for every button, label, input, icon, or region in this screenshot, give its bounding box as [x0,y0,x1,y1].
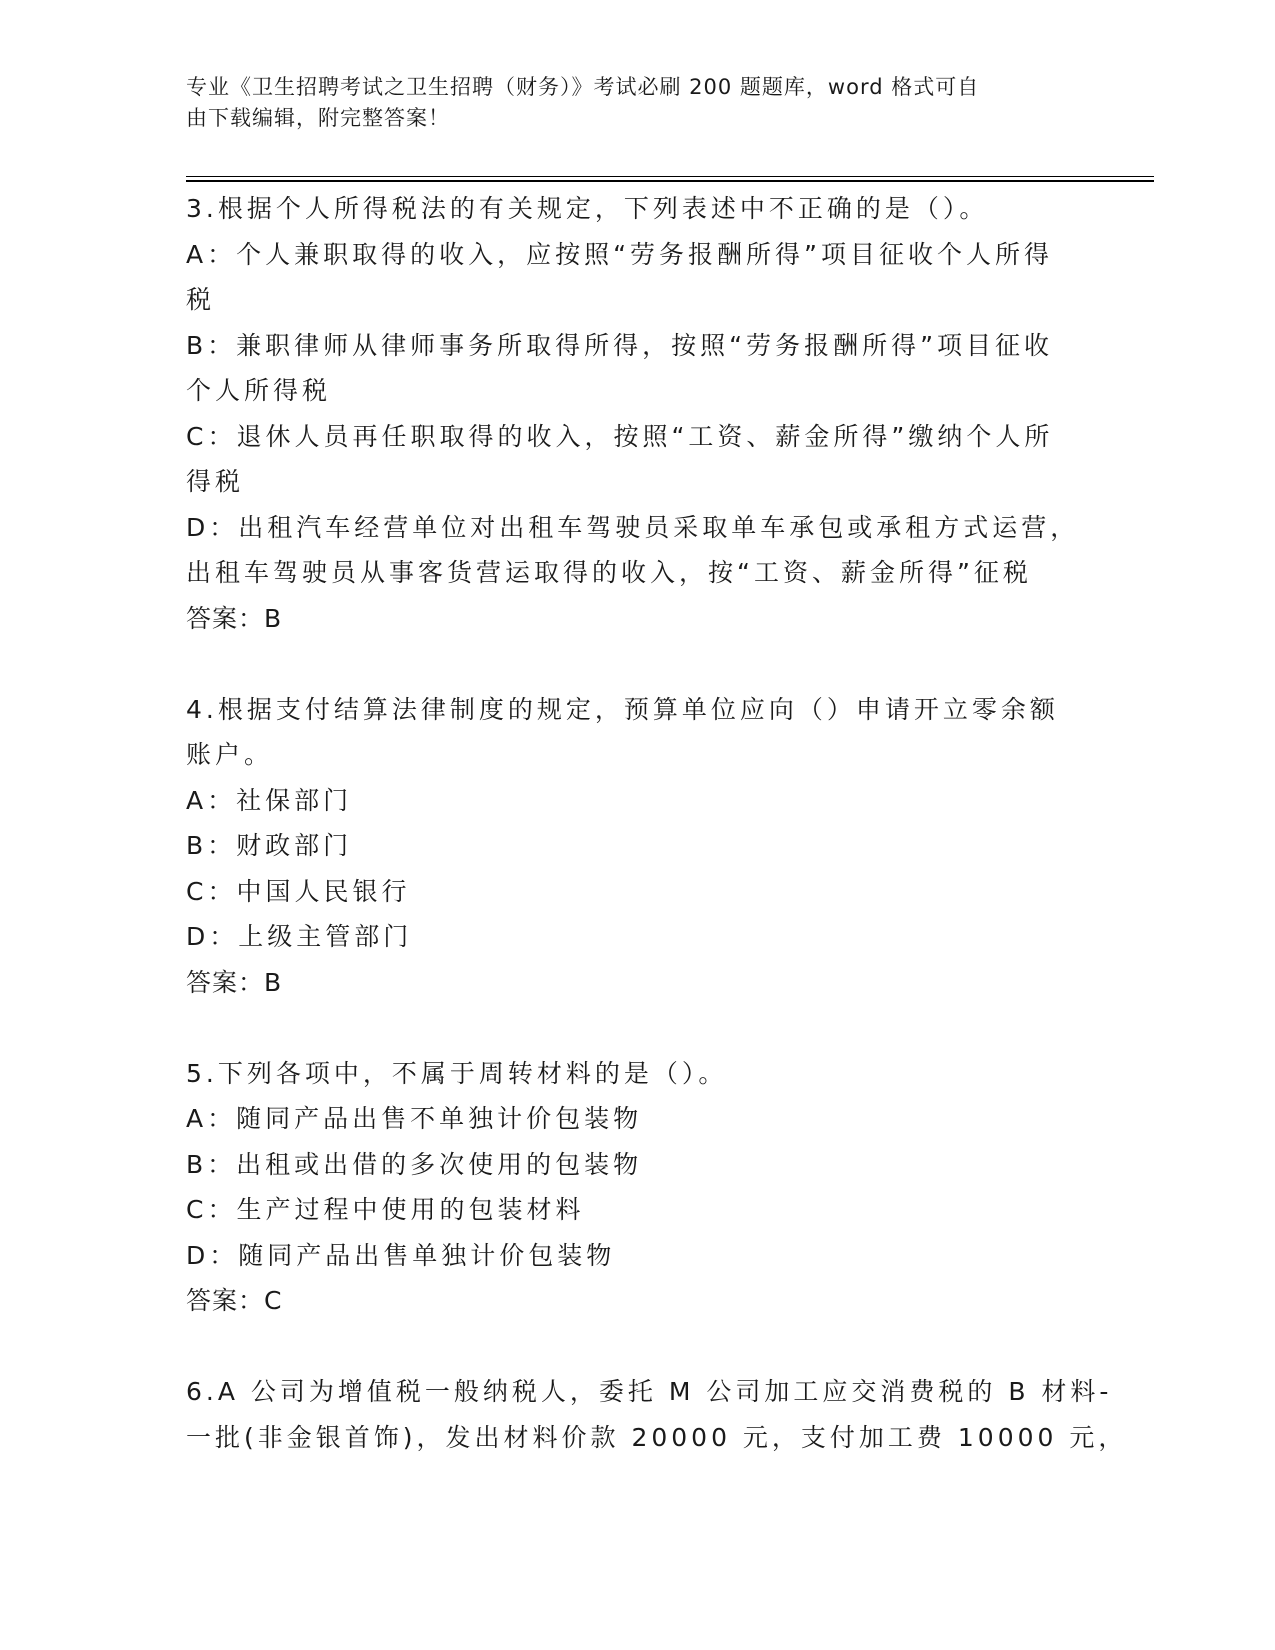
option-b: B：兼职律师从律师事务所取得所得，按照“劳务报酬所得”项目征收 [186,330,1054,360]
document-header [186,72,1066,134]
question-stem-cont: 一批(非金银首饰)，发出材料价款 20000 元，支付加工费 10000 元， [186,1422,1128,1452]
answer: 答案：B [186,967,283,997]
option-b-cont: 个人所得税 [186,376,332,405]
option-d-cont: 出租车驾驶员从事客货营运取得的收入，按“工资、薪金所得”征税 [186,558,1032,587]
option-b: B：财政部门 [186,831,353,860]
question-stem-cont: 账户。 [186,740,274,769]
header-rule-thin [186,176,1154,177]
option-b: B：出租或出借的多次使用的包装物 [186,1149,643,1179]
option-c: C：生产过程中使用的包装材料 [186,1195,585,1224]
option-c-cont: 得税 [186,467,245,496]
question-stem: 3.根据个人所得税法的有关规定，下列表述中不正确的是（）。 [186,194,989,223]
option-a-cont: 税 [186,285,216,314]
question-stem: 5.下列各项中，不属于周转材料的是（）。 [186,1058,728,1088]
option-c: C：退休人员再任职取得的收入，按照“工资、薪金所得”缴纳个人所 [186,421,1054,451]
question-stem: 4.根据支付结算法律制度的规定，预算单位应向（）申请开立零余额 [186,694,1059,724]
question-6 [186,1369,1128,1460]
question-5 [186,1051,1076,1324]
option-a: A：个人兼职取得的收入，应按照“劳务报酬所得”项目征收个人所得 [186,239,1054,269]
answer: 答案：B [186,603,283,633]
question-spacer [186,1005,1076,1051]
option-a: A：随同产品出售不单独计价包装物 [186,1104,643,1133]
question-4 [186,687,1076,1006]
option-c: C：中国人民银行 [186,876,411,906]
option-a: A：社保部门 [186,785,353,815]
question-spacer [186,641,1076,687]
header-rule-thick [186,180,1154,182]
question-spacer [186,1324,1076,1370]
option-d: D：上级主管部门 [186,922,413,951]
question-stem: 6.A 公司为增值税一般纳税人，委托 M 公司加工应交消费税的 B 材料- [186,1377,1113,1406]
option-d: D：出租汽车经营单位对出租车驾驶员采取单车承包或承租方式运营， [186,512,1080,542]
question-3 [186,186,1080,641]
option-d: D：随同产品出售单独计价包装物 [186,1240,616,1270]
question-list [186,186,1128,1460]
header-line-2: 由下载编辑，附完整答案！ [186,106,450,130]
answer: 答案：C [186,1286,283,1315]
header-line-1: 专业《卫生招聘考试之卫生招聘（财务）》考试必刷 200 题题库，word 格式可自 [186,75,980,99]
